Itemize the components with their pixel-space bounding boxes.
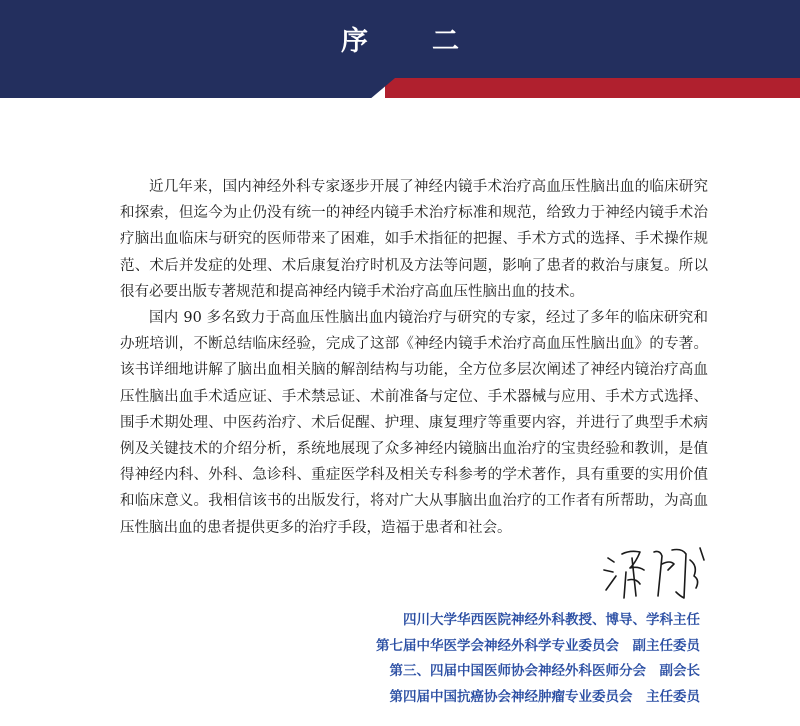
preface-body: [120, 174, 708, 541]
page-title: 序二: [341, 26, 523, 57]
affiliation-line: 第七届中华医学会神经外科学专业委员会 副主任委员: [376, 637, 700, 654]
header-accent-red-bar: [385, 78, 800, 98]
affiliation-line: 四川大学华西医院神经外科教授、博导、学科主任: [403, 612, 700, 628]
header-accent-navy-bar: [0, 78, 395, 98]
paragraph-2: 国内 90 多名致力于高血压性脑出血内镜治疗与研究的专家，经过了多年的临床研究和办班培训，不断总结临床经验，完成了这部《神经内镜手术治疗高血压性脑出血》的专著。该书详细地讲解了脑出血相关脑的解剖结构与功能，全方位多层次阐述了神经内镜治疗高血压性脑出血手术适应证、手术禁忌证、术前准备与定位、手术器械与应用、手术方式选择、围手术期处理、中医药治疗、术后促醒、护理、康复理疗等重要内容，并进行了典型手术病例及关键技术的介绍分析，系统地展现了众多神经内镜脑出血治疗的宝贵经验和教训，是值得神经内科、外科、急诊科、重症医学科及相关专科参考的学术著作，具有重要的实用价值和临床意义。我相信该书的出版发行，将对广大从事脑出血治疗的工作者有所帮助，为高血压性脑出血的患者提供更多的治疗手段，造福于患者和社会。: [120, 310, 708, 536]
affiliation-line: 第三、四届中国医师协会神经外科医师分会 副会长: [389, 663, 700, 679]
affiliation-line: 第四届中国抗癌协会神经肿瘤专业委员会 主任委员: [389, 688, 700, 705]
paragraph-1: 近几年来，国内神经外科专家逐步开展了神经内镜手术治疗高血压性脑出血的临床研究和探索，但迄今为止仍没有统一的神经内镜手术治疗标准和规范，给致力于神经内镜手术治疗脑出血临床与研究的医师带来了困难，如手术指征的把握、手术方式的选择、手术操作规范、术后并发症的处理、术后康复治疗时机及方法等问题，影响了患者的救治与康复。所以很有必要出版专著规范和提高神经内镜手术治疗高血压性脑出血的技术。: [120, 179, 708, 300]
handwritten-signature-icon: [600, 540, 710, 602]
author-affiliations: [376, 608, 700, 710]
